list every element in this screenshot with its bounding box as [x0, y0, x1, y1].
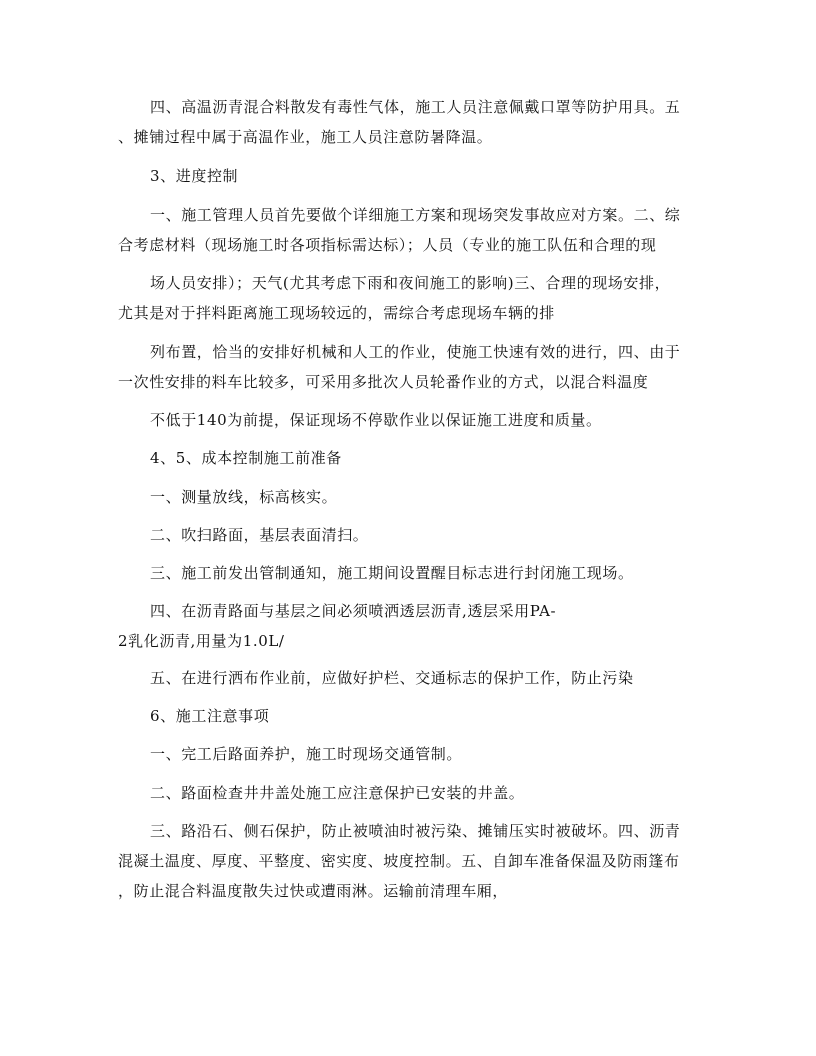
- paragraph-line: 列布置，恰当的安排好机械和人工的作业，使施工快速有效的进行，四、由于: [150, 343, 681, 361]
- section-heading: 4、5、成本控制施工前准备: [150, 449, 342, 467]
- paragraph-line: 合考虑材料（现场施工时各项指标需达标）；人员（专业的施工队伍和合理的现: [118, 236, 657, 254]
- paragraph-line: 一、完工后路面养护，施工时现场交通管制。: [150, 745, 463, 763]
- paragraph-line: 2乳化沥青,用量为1.0L/: [118, 632, 285, 650]
- paragraph-line: 一、测量放线，标高核实。: [150, 488, 338, 506]
- paragraph-line: 三、施工前发出管制通知，施工期间设置醒目标志进行封闭施工现场。: [150, 564, 634, 582]
- paragraph-line: 尤其是对于拌料距离施工现场较远的，需综合考虑现场车辆的排: [118, 304, 555, 322]
- paragraph-line: ，防止混合料温度散失过快或遭雨淋。运输前清理车厢，: [118, 882, 509, 900]
- paragraph-line: 一次性安排的料车比较多，可采用多批次人员轮番作业的方式，以混合料温度: [118, 373, 649, 391]
- paragraph-line: 五、在进行洒布作业前，应做好护栏、交通标志的保护工作，防止污染: [150, 669, 634, 687]
- paragraph-line: 场人员安排）；天气(尤其考虑下雨和夜间施工的影响)三、合理的现场安排，: [150, 274, 671, 292]
- paragraph-line: 三、路沿石、侧石保护，防止被喷油时被污染、摊铺压实时被破坏。四、沥青: [150, 822, 681, 840]
- paragraph-line: 二、吹扫路面，基层表面清扫。: [150, 526, 369, 544]
- paragraph-line: 四、在沥青路面与基层之间必须喷洒透层沥青,透层采用PA-: [150, 602, 557, 620]
- paragraph-line: 二、路面检查井井盖处施工应注意保护已安装的井盖。: [150, 784, 525, 802]
- paragraph-line: 不低于140为前提，保证现场不停歇作业以保证施工进度和质量。: [150, 411, 602, 429]
- paragraph-line: 四、高温沥青混合料散发有毒性气体，施工人员注意佩戴口罩等防护用具。五: [150, 98, 681, 116]
- paragraph-line: 一、施工管理人员首先要做个详细施工方案和现场突发事故应对方案。二、综: [150, 206, 681, 224]
- section-heading: 3、进度控制: [150, 167, 239, 185]
- paragraph-line: 混凝土温度、厚度、平整度、密实度、坡度控制。五、自卸车准备保温及防雨篷布: [118, 852, 680, 870]
- paragraph-line: 、摊铺过程中属于高温作业，施工人员注意防暑降温。: [118, 128, 493, 146]
- section-heading: 6、施工注意事项: [150, 707, 270, 725]
